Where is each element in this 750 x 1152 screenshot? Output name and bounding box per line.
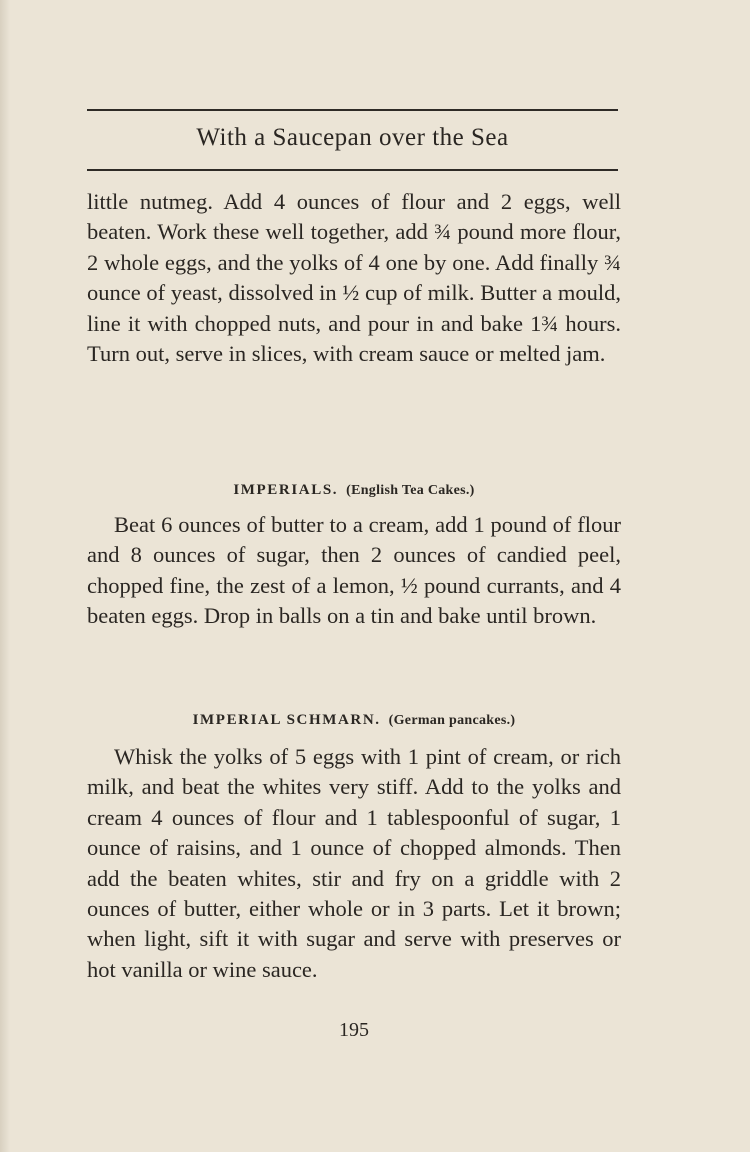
recipe-body-text: Beat 6 ounces of butter to a cream, add 1 pound of flour and 8 ounces of sugar, then 2 ounces of candied peel, chopped fine, the zest of a lemon, ½ pound currants, and 4 beaten eggs. Drop in balls on a tin and bake until brown.: [87, 512, 621, 629]
recipe-heading-imperial-schmarn: [87, 711, 621, 729]
page-number: 195: [339, 1019, 369, 1041]
recipe-name: IMPERIALS.: [233, 482, 339, 498]
recipe-heading-imperials: [87, 481, 621, 499]
recipe-body-text: Whisk the yolks of 5 eggs with 1 pint of cream, or rich milk, and beat the whites very stiff. Add to the yolks and cream 4 ounces of flour and 1 tablespoonful of sugar, 1 ounce of raisins, and 1 ounce of chopped almonds. Then add the beaten whites, stir and fry on a griddle with 2 ounces of butter, either whole or in 3 parts. Let it brown; when light, sift it with sugar and serve with preserves or hot vanilla or wine sauce.: [87, 744, 621, 982]
page-edge-shadow: [0, 0, 10, 1152]
header-rule-bottom: [87, 169, 618, 171]
recipe-body-imperials: [87, 510, 621, 632]
recipe-name: IMPERIAL SCHMARN.: [192, 712, 381, 728]
recipe-subtitle: (English Tea Cakes.): [346, 483, 475, 498]
recipe-body-imperial-schmarn: [87, 742, 621, 985]
header-rule-top: [87, 109, 618, 111]
recipe-subtitle: (German pancakes.): [388, 713, 516, 728]
running-head: With a Saucepan over the Sea: [196, 124, 509, 151]
continuation-paragraph-text: little nutmeg. Add 4 ounces of flour and 2 eggs, well beaten. Work these well together, add ¾ pound more flour, 2 whole eggs, and the yolks of 4 one by one. Add finally ¾ ounce of yeast, dissolved in ½ cup of milk. Butter a mould, line it with chopped nuts, and pour in and bake 1¾ hours. Turn out, serve in slices, with cream sauce or melted jam.: [87, 189, 621, 367]
continuation-paragraph: [87, 187, 621, 369]
